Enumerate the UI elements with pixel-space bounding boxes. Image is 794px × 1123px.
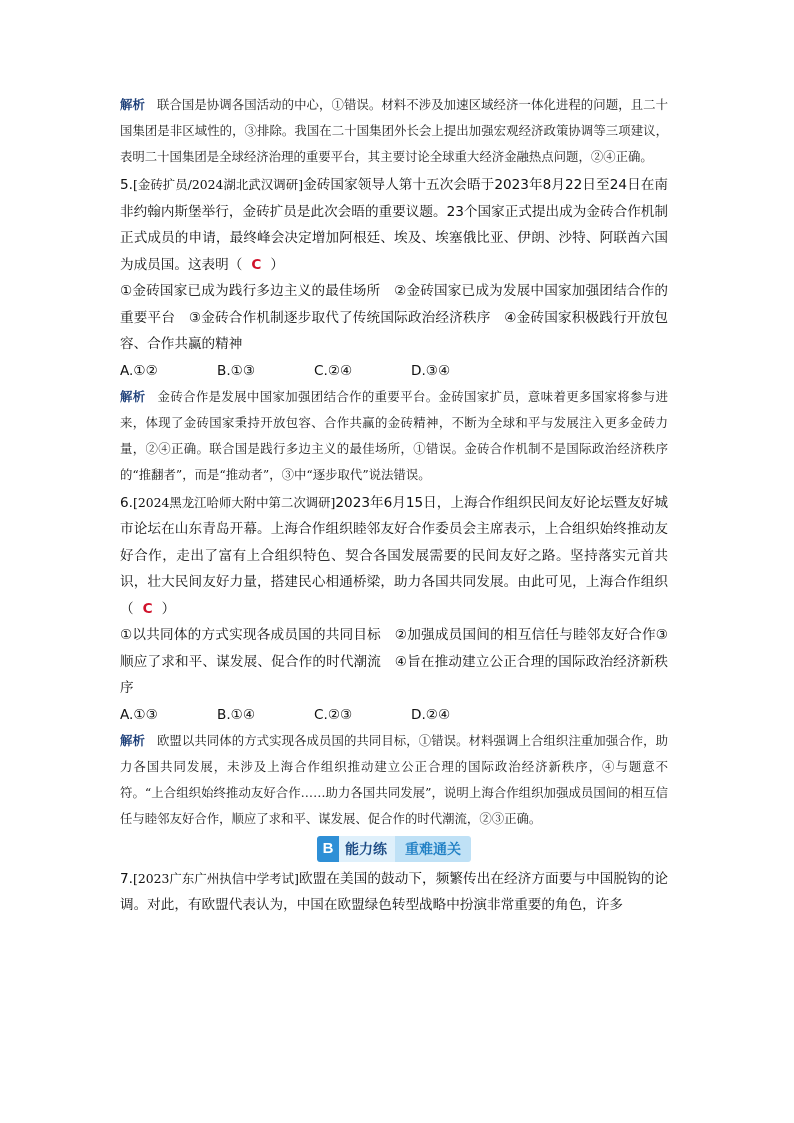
analysis-text: 联合国是协调各国活动的中心，①错误。材料不涉及加速区域经济一体化进程的问题，且二十国集团是非区域性的，③排除。我国在二十国集团外长会上提出加强宏观经济政策协调等三项建议，表明二十国集团是全球经济治理的重要平台，其主要讨论全球重大经济金融热点问题，②④正确。 bbox=[120, 97, 669, 164]
analysis-text: 欧盟以共同体的方式实现各成员国的共同目标，①错误。材料强调上合组织注重加强合作，助力各国共同发展，未涉及上海合作组织推动建立公正合理的国际政治经济新秩序，④与题意不符。“上合组织始终推动友好合作……助力各国共同发展”，说明上海合作组织加强成员国间的相互信任与睦邻友好合作，顺应了求和平、谋发展、促合作的时代潮流，②③正确。 bbox=[120, 732, 669, 826]
choices-q5 bbox=[120, 358, 668, 384]
question-stem: 欧盟在美国的鼓动下，频繁传出在经济方面要与中国脱钩的论调。对此，有欧盟代表认为，中国在欧盟绿色转型战略中扮演非常重要的角色，许多 bbox=[120, 870, 669, 913]
section-name: 能力练 bbox=[345, 841, 387, 858]
statements-q5: ①金砖国家已成为践行多边主义的最佳场所 ②金砖国家已成为发展中国家加强团结合作的重要平台 ③金砖合作机制逐步取代了传统国际政治经济秩序 ④金砖国家积极践行开放包容、合作共赢的精神 bbox=[120, 283, 668, 352]
question-source: [2024黑龙江哈师大附中第二次调研] bbox=[132, 494, 336, 510]
section-banner bbox=[120, 836, 668, 862]
question-number: 7. bbox=[120, 870, 133, 887]
question-5 bbox=[120, 172, 668, 278]
choice-a[interactable]: A.①② bbox=[120, 362, 158, 379]
question-number: 6. bbox=[120, 494, 133, 511]
document-page bbox=[120, 92, 668, 919]
analysis-label: 解析 bbox=[120, 732, 145, 748]
question-stem: 金砖国家领导人第十五次会晤于2023年8月22日至24日在南非约翰内斯堡举行，金砖扩员是此次会晤的重要议题。23个国家正式提出成为金砖合作机制正式成员的申请，最终峰会决定增加阿根廷、埃及、埃塞俄比亚、伊朗、沙特、阿联酋六国为成员国。这表明（ bbox=[120, 177, 668, 273]
question-source: [2023广东广州执信中学考试] bbox=[132, 870, 299, 886]
question-6 bbox=[120, 490, 668, 623]
question-stem: 2023年6月15日，上海合作组织民间友好论坛暨友好城市论坛在山东青岛开幕。上海合作组织睦邻友好合作委员会主席表示，上合组织始终推动友好合作，走出了富有上合组织特色、契合各国发展需要的民间友好之路。坚持落实元首共识，壮大民间友好力量，搭建民心相通桥梁，助力各国共同发展。由此可见，上海合作组织（ bbox=[120, 494, 668, 617]
stem-close: ） bbox=[270, 256, 284, 273]
analysis-q5 bbox=[120, 384, 668, 488]
section-subtitle: 重难通关 bbox=[395, 836, 471, 862]
analysis-label: 解析 bbox=[120, 97, 145, 112]
question-7 bbox=[120, 866, 668, 919]
ability-banner bbox=[317, 836, 471, 862]
choice-d[interactable]: D.②④ bbox=[411, 706, 451, 723]
analysis-label: 解析 bbox=[120, 388, 146, 404]
choice-c[interactable]: C.②④ bbox=[314, 362, 353, 379]
answer-mark: C bbox=[251, 256, 262, 273]
choice-c[interactable]: C.②③ bbox=[314, 706, 353, 723]
analysis-q4 bbox=[120, 92, 668, 170]
question-number: 5. bbox=[120, 177, 133, 193]
statements-q6: ①以共同体的方式实现各成员国的共同目标 ②加强成员国间的相互信任与睦邻友好合作③顺应了求和平、谋发展、促合作的时代潮流 ④旨在推动建立公正合理的国际政治经济新秩序 bbox=[120, 627, 668, 696]
choice-d[interactable]: D.③④ bbox=[411, 362, 451, 379]
stem-close: ） bbox=[161, 600, 176, 617]
analysis-text: 金砖合作是发展中国家加强团结合作的重要平台。金砖国家扩员，意味着更多国家将参与进来，体现了金砖国家秉持开放包容、合作共赢的金砖精神，不断为全球和平与发展注入更多金砖力量，②④正确。联合国是践行多边主义的最佳场所，①错误。金砖合作机制不是国际政治经济秩序的“推翻者”，而是“推动者”，③中“逐步取代”说法错误。 bbox=[120, 388, 669, 482]
choice-b[interactable]: B.①③ bbox=[217, 362, 256, 379]
section-letter-badge: B bbox=[317, 836, 339, 862]
choices-q6 bbox=[120, 702, 668, 728]
answer-mark: C bbox=[142, 600, 153, 617]
choice-a[interactable]: A.①③ bbox=[120, 706, 158, 723]
analysis-q6 bbox=[120, 728, 668, 832]
question-source: [金砖扩员/2024湖北武汉调研] bbox=[132, 177, 304, 192]
choice-b[interactable]: B.①④ bbox=[217, 706, 256, 723]
